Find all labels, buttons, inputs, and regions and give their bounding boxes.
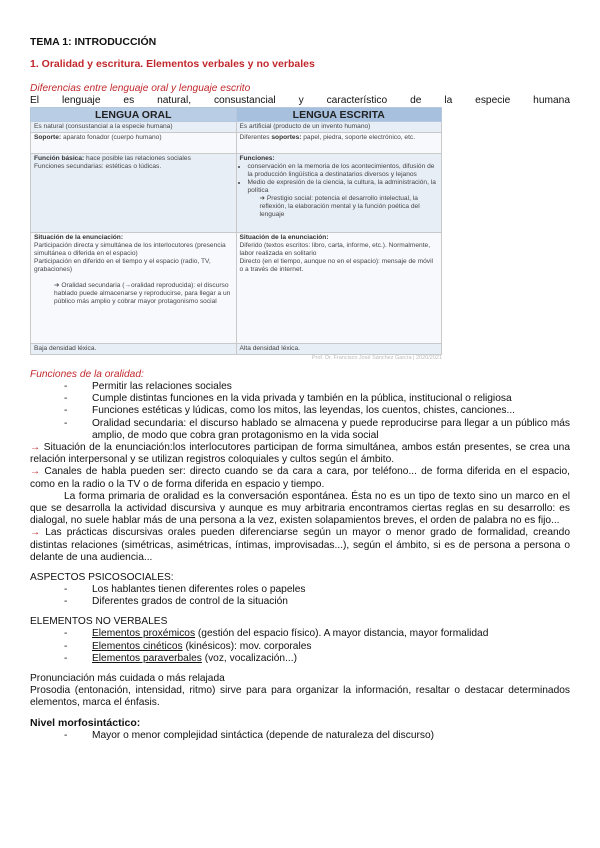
item-text: (voz, vocalización...) [201,652,297,664]
arrow-icon: → [30,466,41,478]
page-title: TEMA 1: INTRODUCCIÓN [30,36,157,48]
arrow-icon: → [30,442,41,454]
cell-text: Diferentes [239,134,272,141]
table-cell [31,233,237,344]
table-cell: Es artificial (producto de un invento humano) [236,122,442,133]
list-item: - Cumple distintas funciones en la vida privada y también en la pública, institucional o religiosa [64,393,570,405]
table-cell [236,133,442,154]
paragraph-canales [30,466,570,490]
prosodia-paragraph: Prosodia (entonación, intensidad, ritmo) sirve para para organizar la información, resaltar o destacar determinados elementos, marca el énfasis. [30,685,570,709]
list-item: - Los hablantes tienen diferentes roles o papeles [64,584,570,596]
cell-text: Diferido (textos escritos: libro, carta, informe, etc.). Normalmente, labor realizada en solitario [239,242,431,257]
arrow-icon: → [30,527,41,539]
subtitle-functions: Funciones de la oralidad: [30,369,144,380]
spacer [30,665,570,673]
underlined-term: Elementos proxémicos [92,628,196,640]
spacer [30,709,570,717]
table-row [31,133,442,154]
cell-bold: Funciones: [239,155,275,162]
list-item: • Medio de expresión de la ciencia, la cultura, la administración, la política [248,179,439,195]
cell-text: papel, piedra, soporte electrónico, etc. [301,134,416,141]
list-item: - Oralidad secundaria: el discurso hablado se almacena y puede reproducirse para llegar a un público más amplio, de modo que cobra gran protagonismo en la vida social [64,418,570,442]
intro-line: El lenguaje es natural, consustancial y característico de la especie humana [30,95,570,106]
aspectos-heading: ASPECTOS PSICOSOCIALES: [30,572,174,584]
underlined-term: Elementos cinéticos [92,640,183,652]
list-item: - Diferentes grados de control de la situación [64,596,570,608]
functions-list [30,381,570,442]
noverbal-list [30,628,570,665]
comparison-table [30,107,442,355]
cell-text: aparato fonador (cuerpo humano) [61,134,162,141]
list-item [64,641,570,653]
item-text: (gestión del espacio físico). A mayor distancia, mayor formalidad [195,628,489,640]
paragraph-text: La forma primaria de oralidad es la conversación espontánea. Ésta no es un tipo de texto sino un marco en el que se desarrolla la actividad discursiva y aunque es muy arbitraria encontramos ciertas reglas en su desarrollo: es dialogal, no suele hablar más de una persona a la vez, existen solapamientos breves, el orden de palabra no es fijo... [30,490,570,527]
cell-bold: soportes: [271,134,302,141]
cell-bold: Soporte: [34,134,62,141]
list-item: - Funciones estéticas y lúdicas, como los mitos, las leyendas, los cuentos, chistes, canciones... [64,405,570,417]
table-cell: Es natural (consustancial a la especie humana) [31,122,237,133]
item-text: (kinésicos): mov. corporales [182,640,312,652]
table-row [31,154,442,233]
pronunciacion-line: Pronunciación más cuidada o más relajada [30,673,225,685]
section-heading: 1. Oralidad y escritura. Elementos verbales y no verbales [30,58,315,70]
cell-bold: Situación de la enunciación: [34,234,124,241]
spacer [30,608,570,616]
table-head-escrita: LENGUA ESCRITA [236,108,442,122]
paragraph-situacion [30,442,570,466]
nivel-heading: Nivel morfosintáctico: [30,717,141,730]
cell-arrow-text: ➔ Oralidad secundaria (→oralidad reproducida): el discurso hablado puede almacenarse y reproducirse, para llegar a un público más amplio y cobrar mayor protagonismo social [54,282,231,305]
table-row [31,344,442,355]
cell-list [240,163,439,195]
table-head-oral: LENGUA ORAL [31,108,237,122]
cell-text: Funciones secundarias: estéticas o lúdicas. [34,163,162,170]
nivel-list [30,730,570,742]
paragraph-text: Canales de habla pueden ser: directo cuando se da cara a cara, por teléfono... de forma diferida en el espacio, como en la radio o la TV o de forma diferida en espacio y tiempo. [30,466,570,490]
table-row [31,233,442,344]
spacer [30,564,570,572]
aspectos-list [30,584,570,608]
table-cell [236,154,442,233]
list-item [64,653,570,665]
list-item: • conservación en la memoria de los acontecimientos, difusión de la producción lingüística a destinatarios diversos y lejanos [248,163,439,179]
cell-text: Participación en diferido en el tiempo y el espacio (radio, TV, grabaciones) [34,258,211,273]
cell-arrow-text: ➔ Prestigio social: potencia el desarrollo intelectual, la reflexión, la elaboración mental y la función poética del lenguaje [259,195,420,218]
noverbal-heading: ELEMENTOS NO VERBALES [30,616,168,628]
cell-text: hace posible las relaciones sociales [84,155,191,162]
list-item [64,628,570,640]
paragraph-practicas [30,527,570,564]
cell-bold: Situación de la enunciación: [239,234,329,241]
subtitle-differences: Diferencias entre lenguaje oral y lenguaje escrito [30,83,251,94]
table-cell: Alta densidad léxica. [236,344,442,355]
table-cell: Baja densidad léxica. [31,344,237,355]
table-row [31,122,442,133]
list-item: - Permitir las relaciones sociales [64,381,570,393]
cell-bold: Función básica: [34,155,85,162]
table-footnote: Prof. Dr. Francisco José Sánchez García | 2020/2021 [311,355,442,361]
paragraph-text: Las prácticas discursivas orales pueden diferenciarse según un mayor o menor grado de formalidad, creando distintas relaciones (simétricas, asimétricas, íntimas, improvisadas...), según el ámbito, si es de persona a persona o delante de una audiencia... [30,527,570,563]
paragraph-forma [30,491,570,528]
table-cell [31,133,237,154]
table-cell [236,233,442,344]
paragraph-text: Situación de la enunciación:los interlocutores participan de forma simultánea, ambos están presentes, se crea una relación interpersonal y se utilizan registros coloquiales y cultos según el ámbito. [30,442,570,466]
list-item: - Mayor o menor complejidad sintáctica (depende de naturaleza del discurso) [64,730,570,742]
cell-text: Directo (en el tiempo, aunque no en el espacio): mensaje de móvil o a través de internet. [239,258,434,273]
table-cell [31,154,237,233]
underlined-term: Elementos paraverbales [92,652,202,664]
cell-text: Participación directa y simultánea de los interlocutores (presencia simultánea o diferida en el espacio) [34,242,226,257]
